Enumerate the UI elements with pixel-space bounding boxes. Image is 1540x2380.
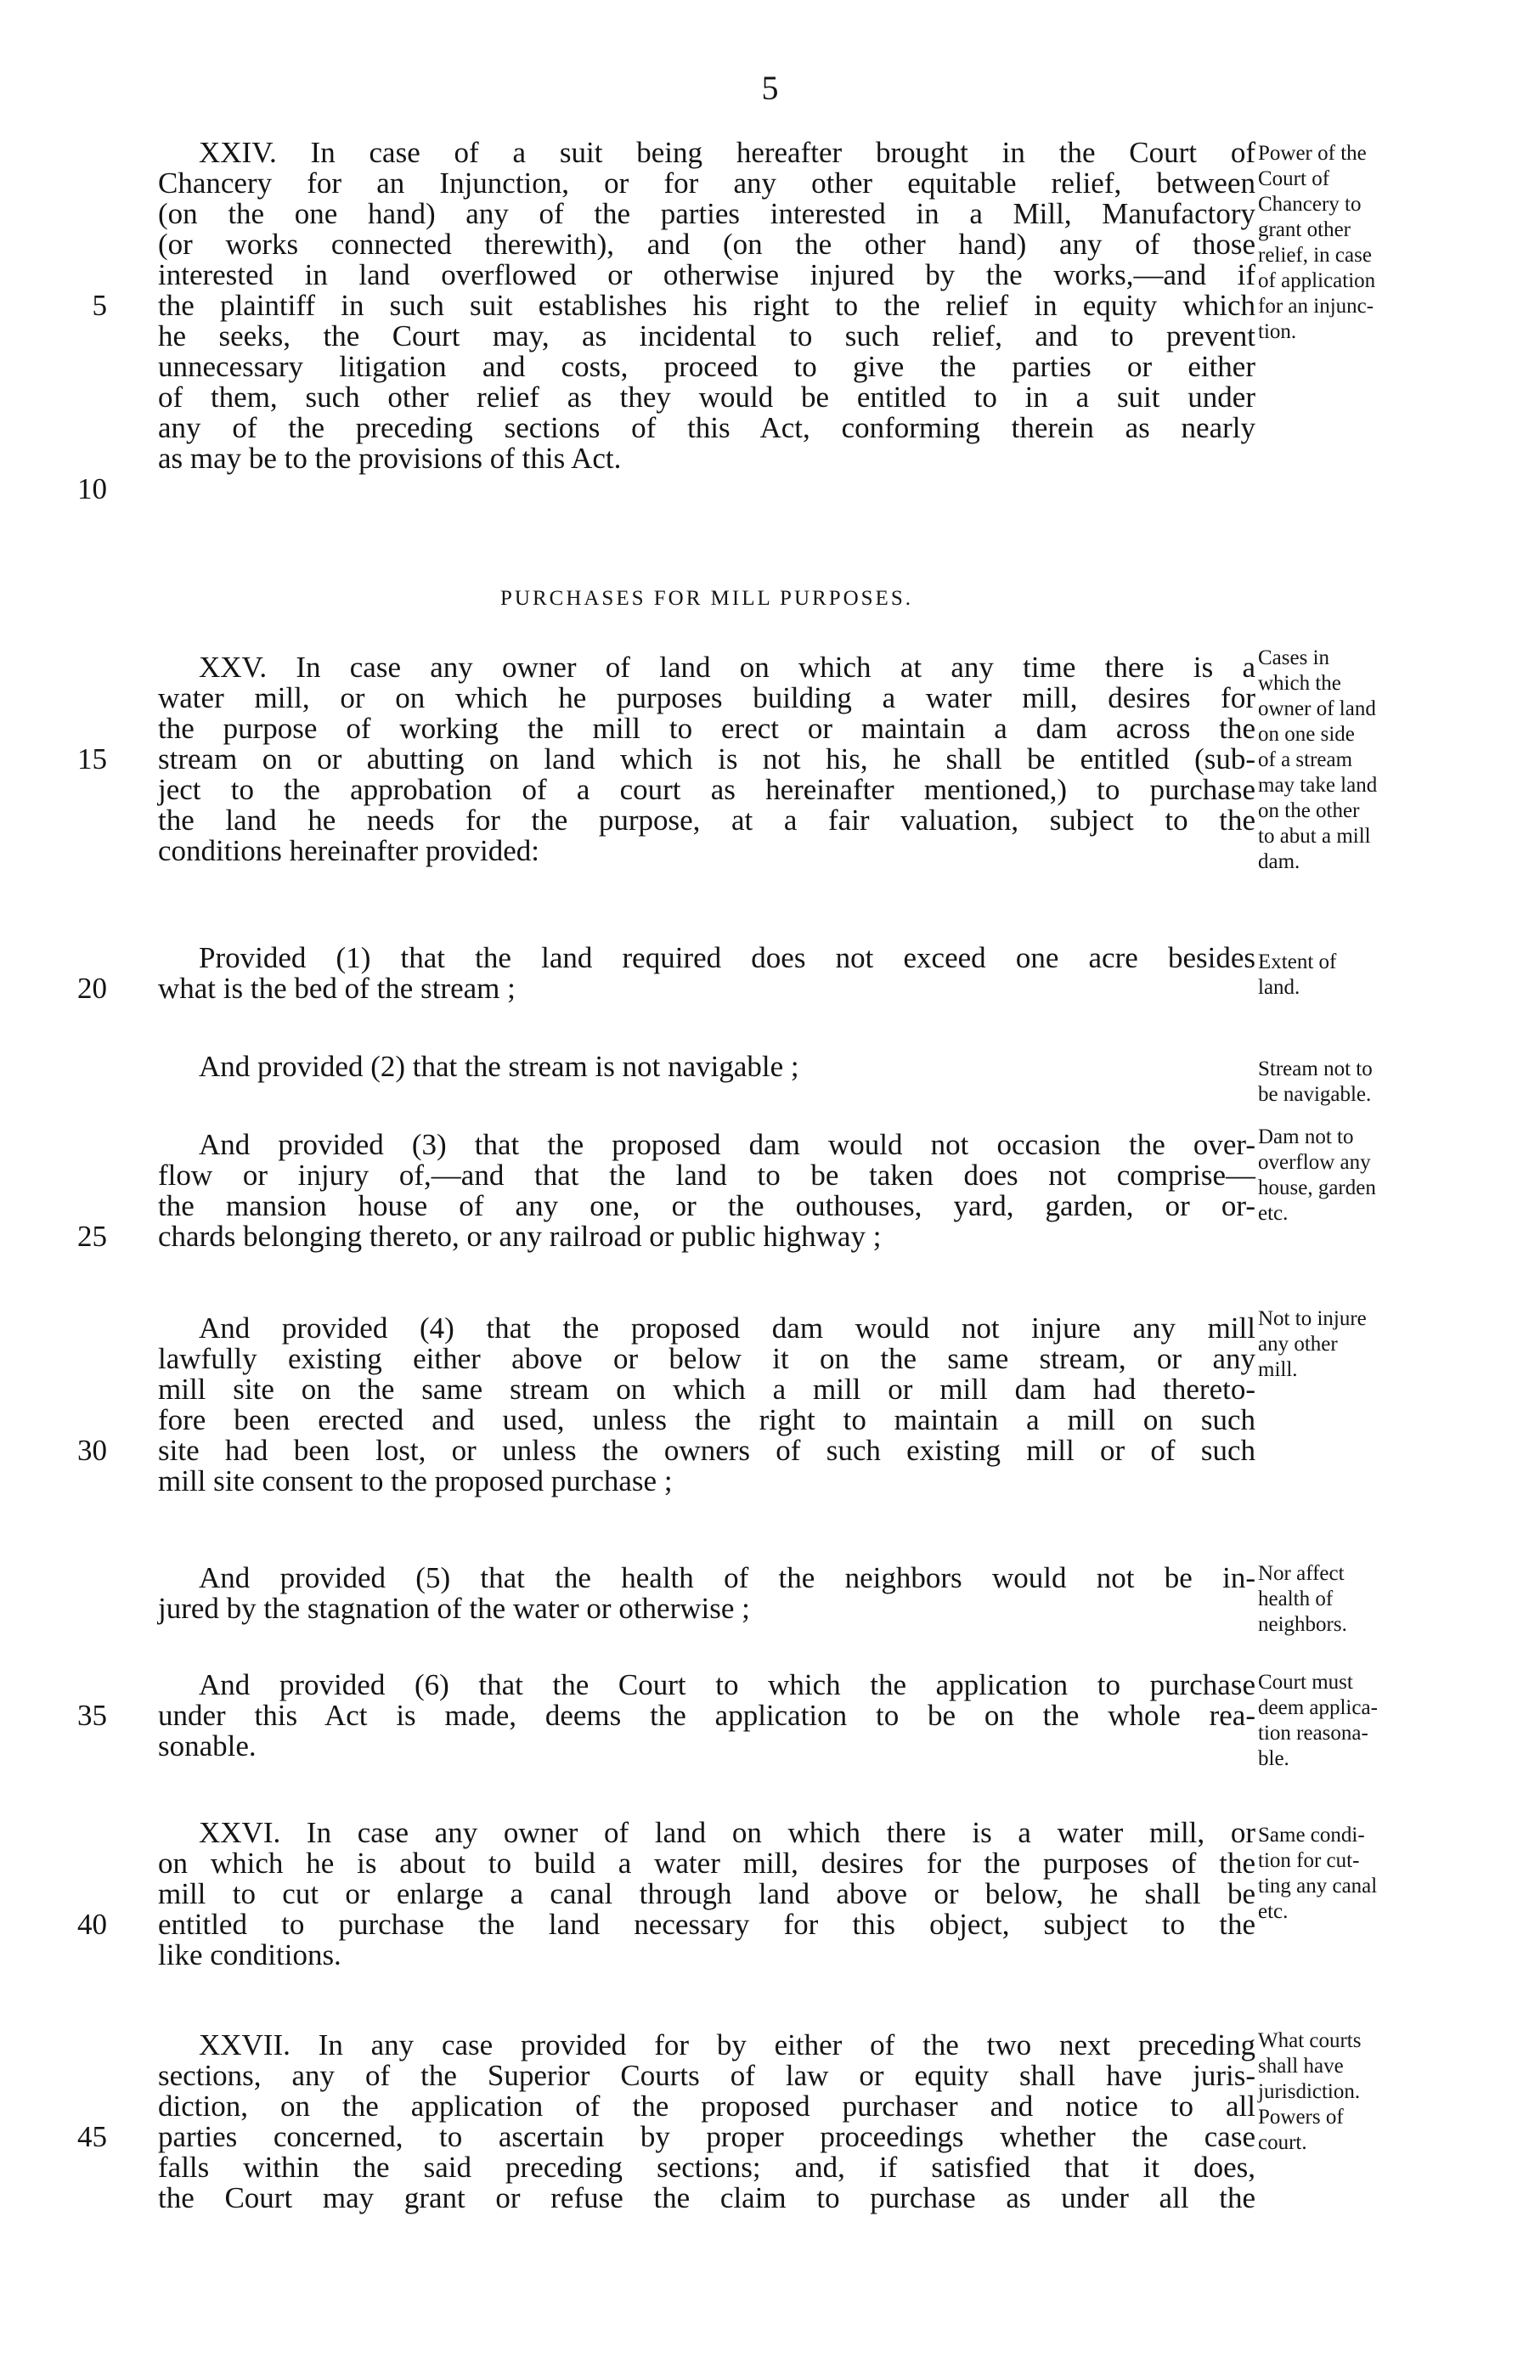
note-line: Cases in	[1258, 646, 1330, 669]
text-line: And provided (4) that the proposed dam would not injure any mill	[199, 1311, 1255, 1345]
text-line: XXV. In case any owner of land on which at any time there is a	[199, 651, 1255, 684]
text-line: (on the one hand) any of the parties interested in a Mill, Manufactory	[158, 197, 1255, 230]
note-line: etc.	[1258, 1900, 1289, 1923]
proviso-6	[158, 1670, 1255, 1762]
text-line: of them, such other relief as they would be entitled to in a suit under	[158, 381, 1255, 414]
text-line: fore been erected and used, unless the right to maintain a mill on such	[158, 1403, 1255, 1436]
note-line: of application	[1258, 269, 1376, 292]
text-line: ject to the approbation of a court as hereinafter mentioned,) to purchase	[158, 773, 1255, 806]
line-number: 20	[77, 972, 107, 1005]
text-line: interested in land overflowed or otherwise injured by the works,—and if	[158, 258, 1255, 291]
text-line: And provided (2) that the stream is not navigable ;	[199, 1050, 799, 1083]
text-line: jured by the stagnation of the water or otherwise ;	[158, 1592, 750, 1625]
text-line: mill site consent to the proposed purchase ;	[158, 1464, 673, 1497]
text-line: falls within the said preceding sections; and, if satisfied that it does,	[158, 2151, 1255, 2184]
note-line: tion for cut-	[1258, 1849, 1360, 1872]
text-line: like conditions.	[158, 1938, 341, 1971]
text-line: he seeks, the Court may, as incidental to such relief, and to prevent	[158, 319, 1255, 352]
text-line: parties concerned, to ascertain by proper proceedings whether the case	[158, 2120, 1255, 2153]
text-line: the Court may grant or refuse the claim to purchase as under all the	[158, 2181, 1255, 2214]
note-line: which the	[1258, 672, 1341, 695]
text-line: mill site on the same stream on which a mill or mill dam had thereto-	[158, 1373, 1255, 1406]
text-line: any of the preceding sections of this Act, conforming therein as nearly	[158, 411, 1255, 444]
margin-note	[1258, 1670, 1504, 1772]
note-line: grant other	[1258, 218, 1351, 241]
text-line: chards belonging thereto, or any railroad or public highway ;	[158, 1220, 882, 1253]
note-line: dam.	[1258, 850, 1300, 873]
note-line: etc.	[1258, 1202, 1289, 1225]
margin-note	[1258, 1561, 1504, 1638]
note-line: Nor affect	[1258, 1562, 1345, 1585]
note-line: Dam not to	[1258, 1125, 1354, 1148]
note-line: any other	[1258, 1333, 1338, 1356]
margin-note	[1258, 1125, 1504, 1227]
note-line: to abut a mill	[1258, 825, 1371, 848]
page-number: 5	[761, 69, 779, 107]
note-line: relief, in case	[1258, 244, 1372, 267]
note-line: may take land	[1258, 774, 1378, 797]
margin-note	[1258, 646, 1504, 875]
text-line: diction, on the application of the proposed purchaser and notice to all	[158, 2090, 1255, 2123]
note-line: Chancery to	[1258, 193, 1362, 216]
text-line: the purpose of working the mill to erect or maintain a dam across the	[158, 712, 1255, 745]
proviso-1	[158, 943, 1255, 1004]
note-line: be navigable.	[1258, 1083, 1372, 1106]
note-line: ting any canal	[1258, 1875, 1378, 1898]
text-line: on which he is about to build a water mill, desires for the purposes of the	[158, 1847, 1255, 1880]
text-line: XXVII. In any case provided for by either of the two next preceding	[199, 2028, 1255, 2061]
proviso-5	[158, 1563, 1255, 1624]
text-line: the plaintiff in such suit establishes his right to the relief in equity which	[158, 289, 1255, 322]
note-line: on one side	[1258, 723, 1355, 746]
margin-note	[1258, 2028, 1504, 2156]
line-number: 15	[77, 742, 107, 775]
note-line: for an injunc-	[1258, 295, 1374, 318]
proviso-4	[158, 1313, 1255, 1497]
note-line: neighbors.	[1258, 1613, 1347, 1636]
text-line: XXVI. In case any owner of land on which there is a water mill, or	[199, 1816, 1255, 1849]
margin-note	[1258, 1057, 1504, 1108]
line-number: 25	[77, 1220, 107, 1253]
note-line: Not to injure	[1258, 1307, 1367, 1330]
text-line: site had been lost, or unless the owners of such existing mill or of such	[158, 1434, 1255, 1467]
note-line: court.	[1258, 2131, 1307, 2154]
note-line: jurisdiction.	[1258, 2080, 1361, 2103]
note-line: on the other	[1258, 799, 1360, 822]
note-line: ble.	[1258, 1747, 1289, 1770]
section-25-paragraph	[158, 652, 1255, 866]
line-number: 35	[77, 1699, 107, 1732]
text-line: the land he needs for the purpose, at a fair valuation, subject to the	[158, 804, 1255, 837]
margin-note	[1258, 1823, 1504, 1925]
section-24-paragraph	[158, 138, 1255, 474]
proviso-3	[158, 1130, 1255, 1252]
note-line: What courts	[1258, 2029, 1362, 2052]
note-line: Extent of	[1258, 950, 1337, 973]
note-line: health of	[1258, 1588, 1334, 1610]
note-line: Powers of	[1258, 2106, 1344, 2129]
text-line: unnecessary litigation and costs, proceed to give the parties or either	[158, 350, 1255, 383]
margin-note	[1258, 141, 1504, 345]
note-line: shall have	[1258, 2055, 1344, 2078]
text-line: mill to cut or enlarge a canal through land above or below, he shall be	[158, 1877, 1255, 1910]
text-line: stream on or abutting on land which is not his, he shall be entitled (sub-	[158, 742, 1255, 775]
note-line: Same condi-	[1258, 1824, 1365, 1847]
note-line: Power of the	[1258, 142, 1367, 165]
text-line: Provided (1) that the land required does not exceed one acre besides	[199, 941, 1255, 974]
note-line: house, garden	[1258, 1176, 1376, 1199]
text-line: conditions hereinafter provided:	[158, 834, 540, 867]
note-line: tion reasona-	[1258, 1722, 1368, 1745]
note-line: of a stream	[1258, 748, 1353, 771]
note-line: Court of	[1258, 167, 1330, 190]
note-line: overflow any	[1258, 1151, 1371, 1174]
line-number: 5	[92, 289, 107, 322]
section-26-paragraph	[158, 1818, 1255, 1971]
text-line: entitled to purchase the land necessary for this object, subject to the	[158, 1908, 1255, 1941]
note-line: Court must	[1258, 1671, 1353, 1694]
line-number: 40	[77, 1908, 107, 1941]
line-number: 45	[77, 2120, 107, 2153]
text-line: sections, any of the Superior Courts of law or equity shall have juris-	[158, 2059, 1255, 2092]
line-number: 30	[77, 1434, 107, 1467]
proviso-2	[158, 1052, 1255, 1082]
text-line: flow or injury of,—and that the land to be taken does not comprise—	[158, 1159, 1255, 1192]
note-line: Stream not to	[1258, 1057, 1373, 1080]
text-line: And provided (3) that the proposed dam would not occasion the over-	[199, 1128, 1255, 1161]
text-line: XXIV. In case of a suit being hereafter brought in the Court of	[199, 136, 1255, 169]
text-line: And provided (5) that the health of the neighbors would not be in-	[199, 1561, 1255, 1594]
margin-note	[1258, 950, 1504, 1001]
section-heading	[158, 584, 1255, 614]
text-line: sonable.	[158, 1729, 257, 1762]
note-line: tion.	[1258, 320, 1297, 343]
text-line: And provided (6) that the Court to which the application to purchase	[199, 1668, 1255, 1701]
text-line: (or works connected therewith), and (on the other hand) any of those	[158, 228, 1255, 261]
line-number: 10	[77, 472, 107, 505]
note-line: owner of land	[1258, 697, 1376, 720]
heading-text: PURCHASES FOR MILL PURPOSES.	[500, 587, 913, 610]
text-line: as may be to the provisions of this Act.	[158, 442, 622, 475]
margin-note	[1258, 1306, 1504, 1383]
section-27-paragraph	[158, 2030, 1255, 2214]
text-line: Chancery for an Injunction, or for any other equitable relief, between	[158, 166, 1255, 200]
text-line: lawfully existing either above or below it on the same stream, or any	[158, 1342, 1255, 1375]
text-line: water mill, or on which he purposes building a water mill, desires for	[158, 681, 1255, 714]
note-line: mill.	[1258, 1358, 1298, 1381]
text-line: under this Act is made, deems the application to be on the whole rea-	[158, 1699, 1255, 1732]
text-line: what is the bed of the stream ;	[158, 972, 516, 1005]
text-line: the mansion house of any one, or the outhouses, yard, garden, or or-	[158, 1189, 1255, 1222]
note-line: land.	[1258, 976, 1300, 999]
note-line: deem applica-	[1258, 1696, 1378, 1719]
